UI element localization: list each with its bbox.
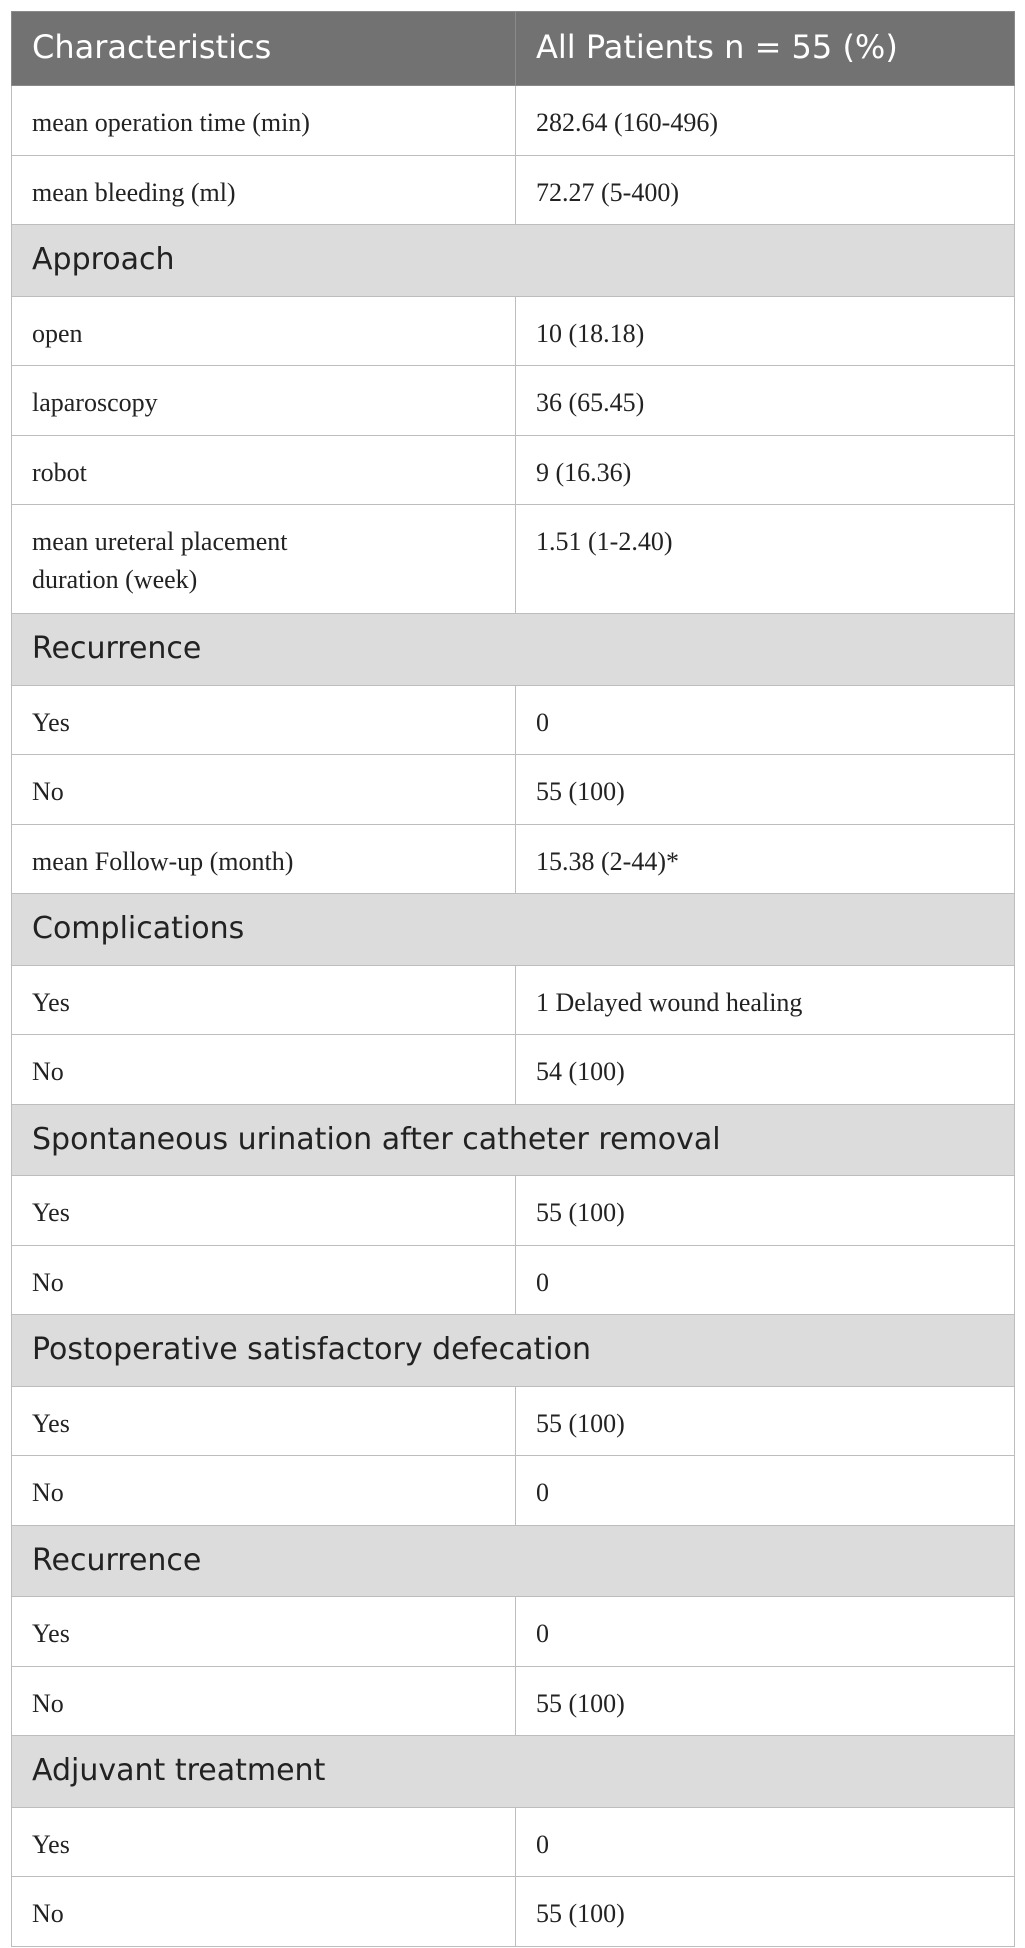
table-row xyxy=(12,1807,1015,1877)
characteristics-table-container xyxy=(11,11,1014,1947)
table-row xyxy=(12,435,1015,505)
row-label: laparoscopy xyxy=(12,366,516,436)
table-row xyxy=(12,685,1015,755)
row-label: Yes xyxy=(12,685,516,755)
section-row-adjuvant-treatment xyxy=(12,1736,1015,1808)
section-row-defecation xyxy=(12,1315,1015,1387)
table-row xyxy=(12,1386,1015,1456)
row-label: mean operation time (min) xyxy=(12,86,516,156)
section-label: Recurrence xyxy=(12,1525,1015,1597)
row-label: No xyxy=(12,755,516,825)
section-label: Approach xyxy=(12,225,1015,297)
row-value: 55 (100) xyxy=(516,1176,1015,1246)
row-label: No xyxy=(12,1035,516,1105)
table-row xyxy=(12,1245,1015,1315)
section-label: Adjuvant treatment xyxy=(12,1736,1015,1808)
row-value: 54 (100) xyxy=(516,1035,1015,1105)
row-label: Yes xyxy=(12,1386,516,1456)
header-row xyxy=(12,12,1015,86)
row-label: No xyxy=(12,1245,516,1315)
table-row xyxy=(12,965,1015,1035)
section-row-complications xyxy=(12,894,1015,966)
row-value: 55 (100) xyxy=(516,1666,1015,1736)
row-value: 1.51 (1-2.40) xyxy=(516,505,1015,614)
row-value: 55 (100) xyxy=(516,1386,1015,1456)
table-row xyxy=(12,1456,1015,1526)
characteristics-table xyxy=(11,11,1015,1947)
row-label xyxy=(12,505,516,614)
row-label: No xyxy=(12,1877,516,1947)
section-row-recurrence xyxy=(12,614,1015,686)
row-value: 10 (18.18) xyxy=(516,296,1015,366)
row-value: 0 xyxy=(516,1807,1015,1877)
row-label: Yes xyxy=(12,1807,516,1877)
row-label: No xyxy=(12,1456,516,1526)
row-value: 15.38 (2-44)* xyxy=(516,824,1015,894)
row-label-text: mean ureteral placement duration (week) xyxy=(32,527,288,594)
header-characteristics: Characteristics xyxy=(12,12,516,86)
table-row xyxy=(12,1666,1015,1736)
row-value: 72.27 (5-400) xyxy=(516,155,1015,225)
row-label: open xyxy=(12,296,516,366)
row-value: 0 xyxy=(516,1245,1015,1315)
table-row xyxy=(12,1176,1015,1246)
row-value: 0 xyxy=(516,1597,1015,1667)
section-row-spontaneous-urination xyxy=(12,1104,1015,1176)
row-label: No xyxy=(12,1666,516,1736)
row-label: Yes xyxy=(12,1597,516,1667)
row-value: 55 (100) xyxy=(516,1877,1015,1947)
section-label: Postoperative satisfactory defecation xyxy=(12,1315,1015,1387)
table-row xyxy=(12,1597,1015,1667)
section-label: Recurrence xyxy=(12,614,1015,686)
row-label: Yes xyxy=(12,965,516,1035)
section-row-approach xyxy=(12,225,1015,297)
row-label: Yes xyxy=(12,1176,516,1246)
row-value: 36 (65.45) xyxy=(516,366,1015,436)
row-value: 1 Delayed wound healing xyxy=(516,965,1015,1035)
section-label: Complications xyxy=(12,894,1015,966)
row-value: 0 xyxy=(516,1456,1015,1526)
table-row xyxy=(12,296,1015,366)
row-value: 9 (16.36) xyxy=(516,435,1015,505)
table-row xyxy=(12,755,1015,825)
row-value: 0 xyxy=(516,685,1015,755)
table-header xyxy=(12,12,1015,86)
section-row-recurrence-2 xyxy=(12,1525,1015,1597)
row-label: mean bleeding (ml) xyxy=(12,155,516,225)
section-label: Spontaneous urination after catheter removal xyxy=(12,1104,1015,1176)
table-row xyxy=(12,505,1015,614)
table-row xyxy=(12,366,1015,436)
table-body xyxy=(12,86,1015,1947)
row-value: 282.64 (160-496) xyxy=(516,86,1015,156)
header-all-patients: All Patients n = 55 (%) xyxy=(516,12,1015,86)
table-row xyxy=(12,1877,1015,1947)
table-row xyxy=(12,86,1015,156)
row-label: mean Follow-up (month) xyxy=(12,824,516,894)
row-label: robot xyxy=(12,435,516,505)
table-row xyxy=(12,824,1015,894)
table-row xyxy=(12,155,1015,225)
table-row xyxy=(12,1035,1015,1105)
row-value: 55 (100) xyxy=(516,755,1015,825)
